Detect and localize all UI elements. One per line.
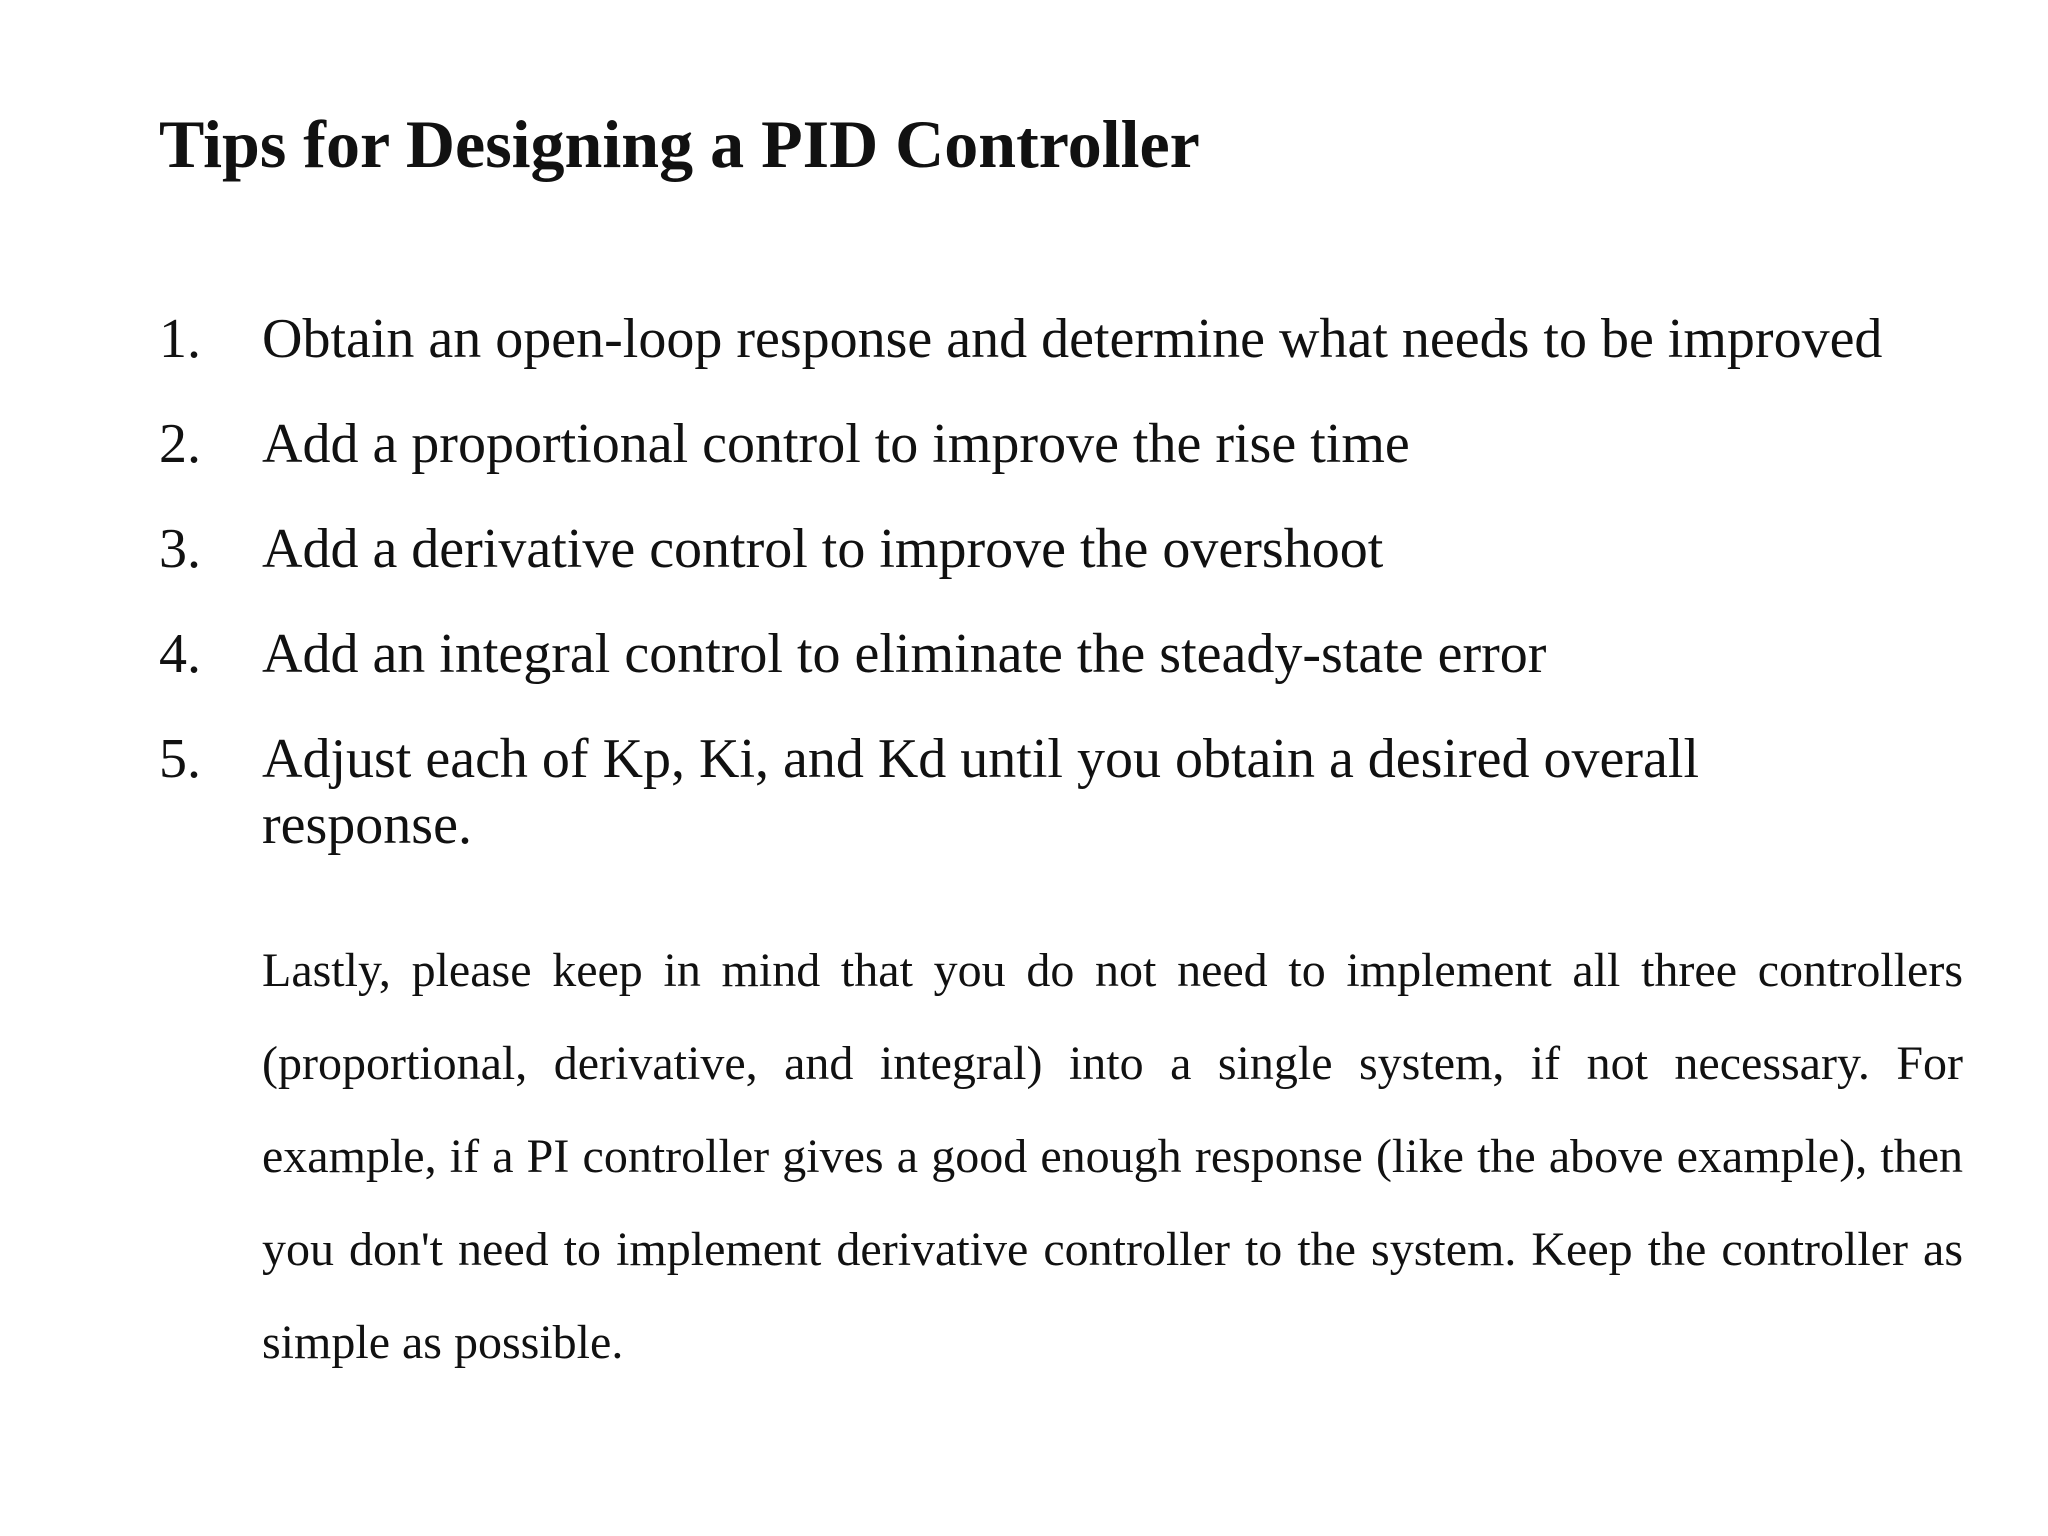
step-text: Add an integral control to eliminate the steady-state error [262, 623, 1547, 685]
steps-list [159, 306, 1959, 897]
list-item [159, 516, 1959, 582]
step-text: Adjust each of Kp, Ki, and Kd until you obtain a desired overall response. [262, 728, 1699, 856]
slide-title: Tips for Designing a PID Controller [159, 106, 1200, 182]
list-item [159, 411, 1959, 477]
closing-note: Lastly, please keep in mind that you do not need to implement all three controllers (proportional, derivative, and integral) into a single system, if not necessary. For example, if a PI controller gives a good enough response (like the above example), then you don't need to implement derivative controller to the system. Keep the controller as simple as possible. [262, 944, 1963, 1369]
step-number: 5. [159, 728, 201, 790]
step-number: 1. [159, 308, 201, 370]
step-text: Obtain an open-loop response and determine what needs to be improved [262, 308, 1883, 370]
step-number: 3. [159, 518, 201, 580]
list-item [159, 726, 1959, 858]
step-text: Add a derivative control to improve the overshoot [262, 518, 1384, 580]
list-item [159, 306, 1959, 372]
step-text: Add a proportional control to improve the rise time [262, 413, 1410, 475]
step-number: 2. [159, 413, 201, 475]
step-number: 4. [159, 623, 201, 685]
list-item [159, 621, 1959, 687]
